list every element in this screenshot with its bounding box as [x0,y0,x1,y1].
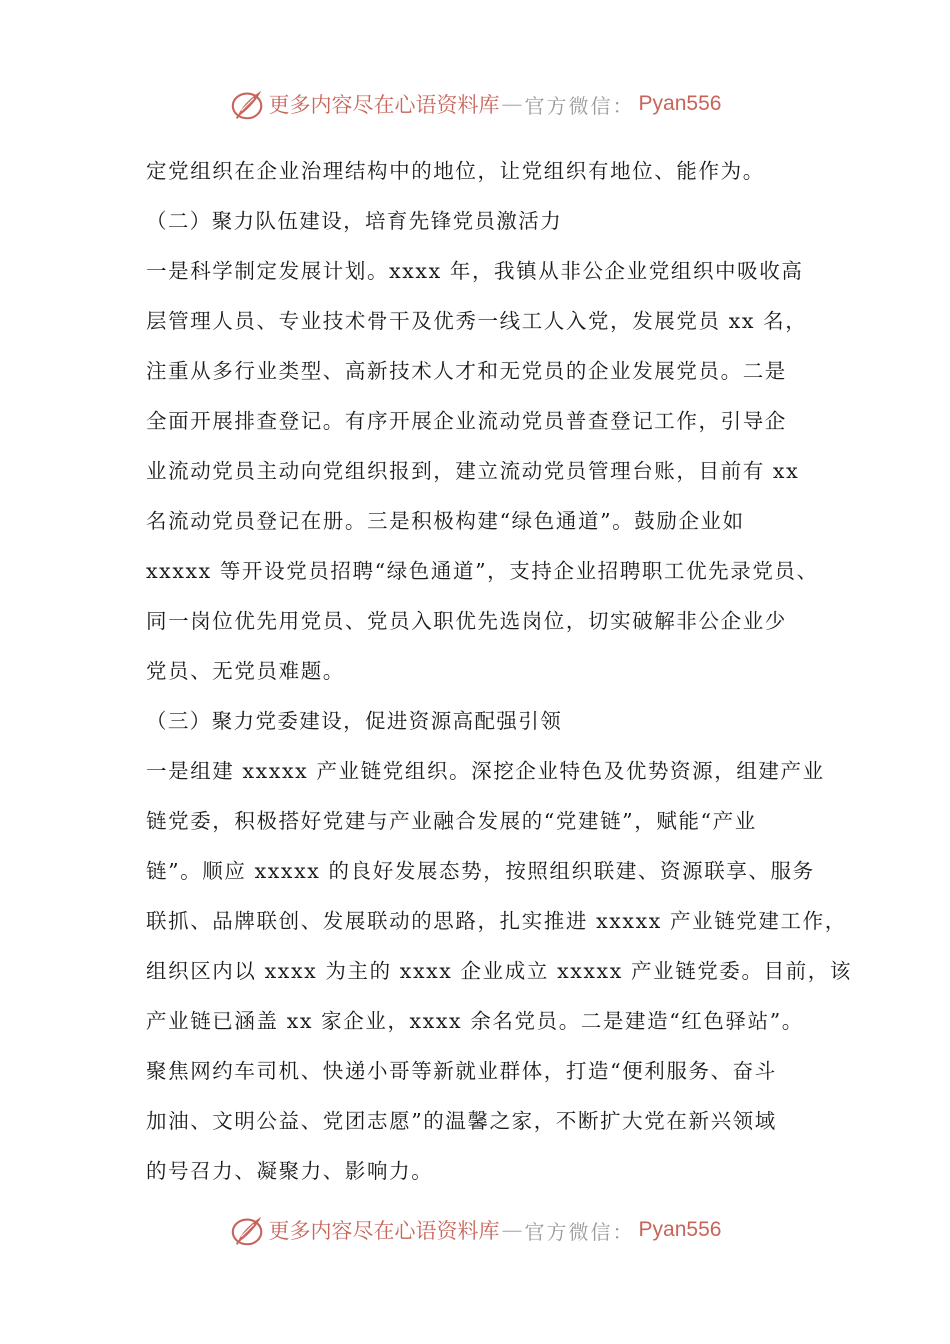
quill-logo-icon [229,85,267,123]
paragraph-line: 的号召力、凝聚力、影响力。 [146,1159,434,1183]
header-dash: — [501,92,523,116]
section-heading-2: （二）聚力队伍建设，培育先锋党员激活力 [146,209,563,233]
paragraph-line: xxxxx 等开设党员招聘“绿色通道”，支持企业招聘职工优先录党员、 [146,559,819,583]
paragraph-line: 全面开展排查登记。有序开展企业流动党员普查登记工作，引导企 [146,409,787,433]
footer-title: 更多内容尽在心语资料库 [268,1219,500,1243]
paragraph-line: 联抓、品牌联创、发展联动的思路，扎实推进 xxxxx 产业链党建工作， [146,909,847,933]
header-subtitle: 官方微信： [524,93,635,118]
paragraph-line: 层管理人员、专业技术骨干及优秀一线工人入党，发展党员 xx 名， [146,309,808,333]
paragraph-line: 党员、无党员难题。 [146,659,345,683]
footer-account: Pyan556 [638,1218,722,1241]
paragraph-line: 链党委，积极搭好党建与产业融合发展的“党建链”，赋能“产业 [146,809,757,833]
paragraph-line: 链”。顺应 xxxxx 的良好发展态势，按照组织联建、资源联享、服务 [146,859,815,883]
paragraph-line: 名流动党员登记在册。三是积极构建“绿色通道”。鼓励企业如 [146,509,745,533]
header-banner [0,82,950,126]
footer-subtitle: 官方微信： [524,1219,635,1244]
paragraph-line: 同一岗位优先用党员、党员入职优先选岗位，切实破解非公企业少 [146,609,787,633]
paragraph-line: 组织区内以 xxxx 为主的 xxxx 企业成立 xxxxx 产业链党委。目前，该 [146,959,852,983]
paragraph-line: 一是科学制定发展计划。xxxx 年，我镇从非公企业党组织中吸收高 [146,259,804,283]
quill-logo-icon [229,1211,267,1249]
section-heading-3: （三）聚力党委建设，促进资源高配强引领 [146,709,563,733]
footer-banner [0,1208,950,1252]
footer-dash: — [501,1218,523,1242]
paragraph-line: 产业链已涵盖 xx 家企业，xxxx 余名党员。二是建造“红色驿站”。 [146,1009,804,1033]
paragraph-line: 加油、文明公益、党团志愿”的温馨之家，不断扩大党在新兴领域 [146,1109,777,1133]
header-account: Pyan556 [638,92,722,115]
paragraph-line: 一是组建 xxxxx 产业链党组织。深挖企业特色及优势资源，组建产业 [146,759,825,783]
paragraph-line: 注重从多行业类型、高新技术人才和无党员的企业发展党员。二是 [146,359,787,383]
header-title: 更多内容尽在心语资料库 [268,93,500,117]
paragraph-line: 定党组织在企业治理结构中的地位，让党组织有地位、能作为。 [146,159,765,183]
paragraph-line: 业流动党员主动向党组织报到，建立流动党员管理台账，目前有 xx [146,459,800,483]
paragraph-line: 聚焦网约车司机、快递小哥等新就业群体，打造“便利服务、奋斗 [146,1059,777,1083]
document-body [146,146,852,1196]
